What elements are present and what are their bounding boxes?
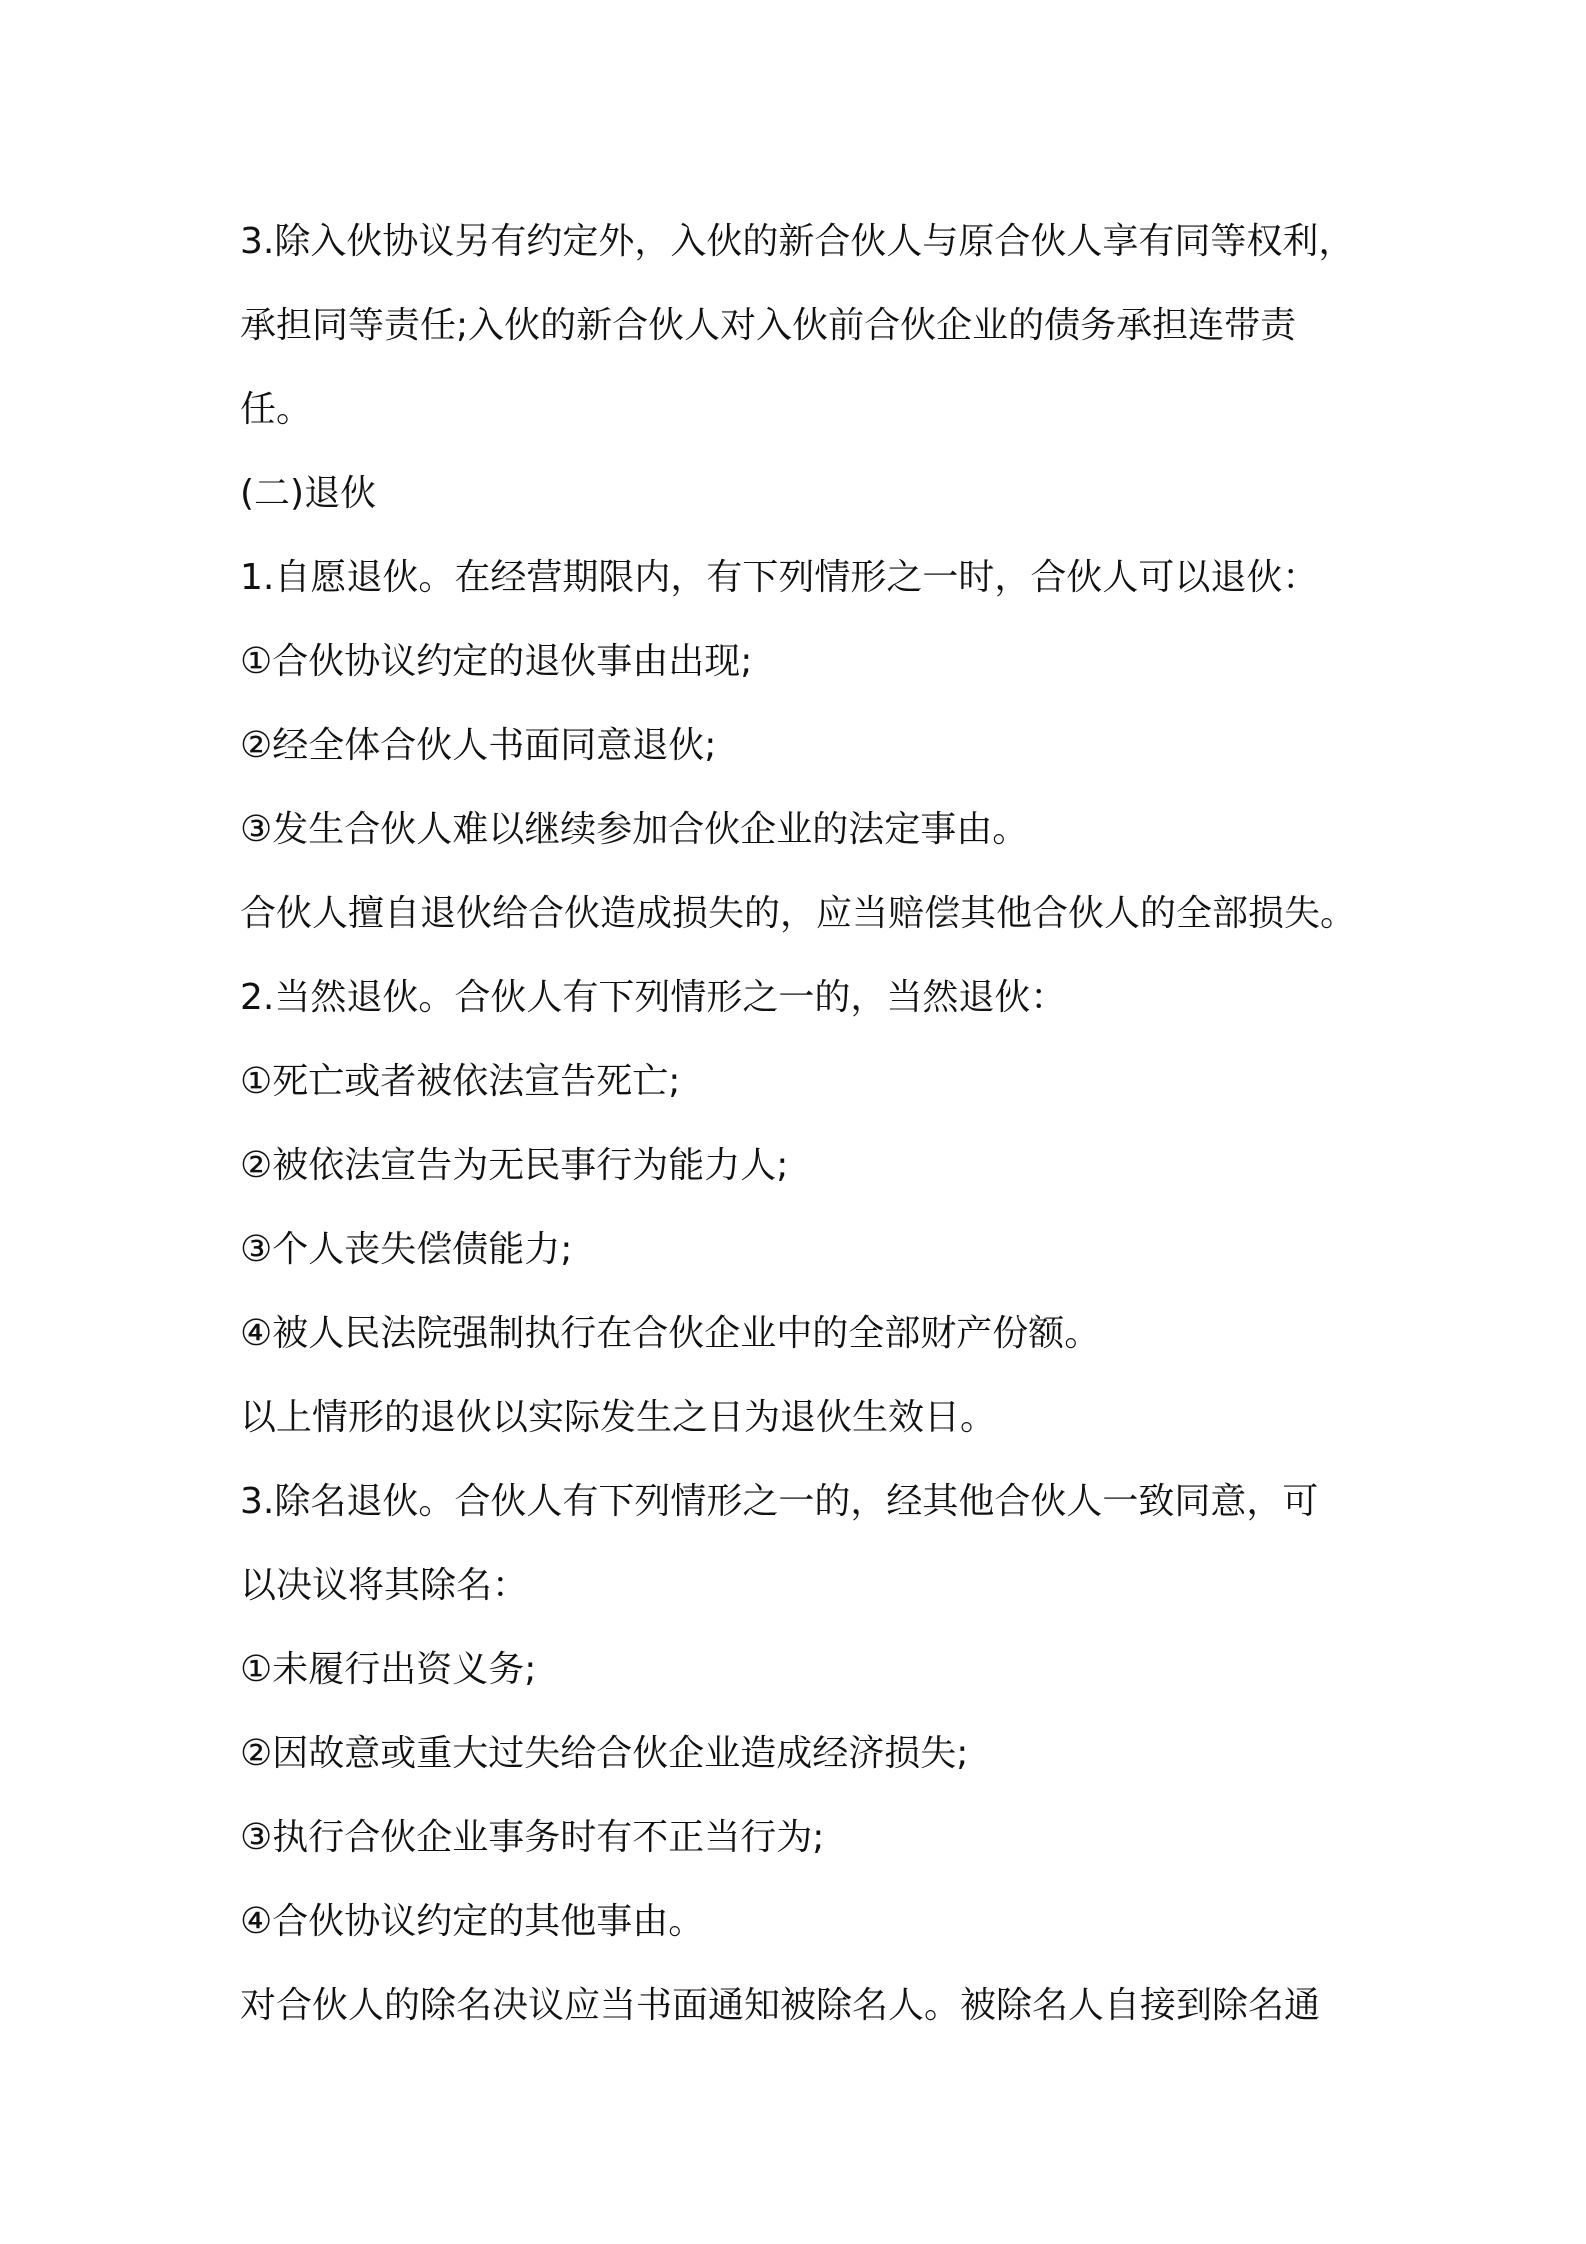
text-line: 对合伙人的除名决议应当书面通知被除名人。被除名人自接到除名通 bbox=[240, 1985, 1321, 2026]
list-item: ③执行合伙企业事务时有不正当行为; bbox=[240, 1817, 825, 1858]
text-line: 以决议将其除名： bbox=[240, 1565, 529, 1606]
text-line: 2.当然退伙。合伙人有下列情形之一的，当然退伙： bbox=[240, 977, 1067, 1018]
section-heading: (二)退伙 bbox=[240, 473, 377, 514]
text-line: 1.自愿退伙。在经营期限内，有下列情形之一时，合伙人可以退伙： bbox=[240, 557, 1319, 598]
document-body bbox=[240, 200, 1390, 2048]
list-item: ③个人丧失偿债能力; bbox=[240, 1229, 573, 1270]
list-item: ②被依法宣告为无民事行为能力人; bbox=[240, 1145, 789, 1186]
list-item: ④被人民法院强制执行在合伙企业中的全部财产份额。 bbox=[240, 1313, 1101, 1354]
list-item: ①合伙协议约定的退伙事由出现; bbox=[240, 641, 753, 682]
list-item: ③发生合伙人难以继续参加合伙企业的法定事由。 bbox=[240, 809, 1029, 850]
list-item: ②经全体合伙人书面同意退伙; bbox=[240, 725, 717, 766]
list-item: ④合伙协议约定的其他事由。 bbox=[240, 1901, 705, 1942]
text-line: 以上情形的退伙以实际发生之日为退伙生效日。 bbox=[240, 1397, 997, 1438]
text-line: 任。 bbox=[240, 389, 313, 430]
text-line: 3.除入伙协议另有约定外，入伙的新合伙人与原合伙人享有同等权利， bbox=[240, 221, 1355, 262]
list-item: ①未履行出资义务; bbox=[240, 1649, 537, 1690]
text-line: 3.除名退伙。合伙人有下列情形之一的，经其他合伙人一致同意，可 bbox=[240, 1481, 1319, 1522]
text-line: 承担同等责任;入伙的新合伙人对入伙前合伙企业的债务承担连带责 bbox=[240, 305, 1297, 346]
list-item: ②因故意或重大过失给合伙企业造成经济损失; bbox=[240, 1733, 969, 1774]
text-line: 合伙人擅自退伙给合伙造成损失的，应当赔偿其他合伙人的全部损失。 bbox=[240, 893, 1357, 934]
list-item: ①死亡或者被依法宣告死亡; bbox=[240, 1061, 681, 1102]
